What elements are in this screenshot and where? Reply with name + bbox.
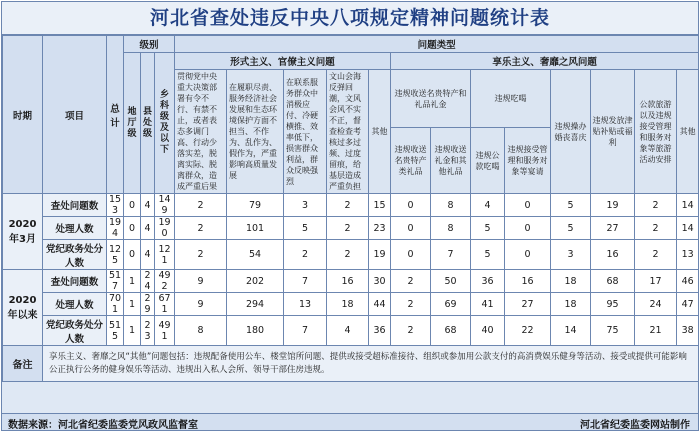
header-gift-1: 违规收送名贵特产类礼品 bbox=[391, 128, 431, 194]
table-cell: 27 bbox=[505, 293, 551, 316]
header-formalism-3: 在联系服务群众中消极应付、冷硬横推、效率低下，损害群众利益，群众反映强烈 bbox=[284, 70, 327, 194]
table-cell: 2 bbox=[635, 194, 677, 217]
table-cell: 16 bbox=[591, 240, 635, 270]
table-cell: 3 bbox=[284, 194, 327, 217]
table-cell: 101 bbox=[227, 217, 284, 240]
table-cell: 4 bbox=[141, 194, 155, 217]
table-cell: 671 bbox=[155, 293, 175, 316]
table-cell: 75 bbox=[591, 316, 635, 346]
table-cell: 68 bbox=[591, 270, 635, 293]
table-cell: 95 bbox=[591, 293, 635, 316]
table-cell: 0 bbox=[391, 240, 431, 270]
table-cell: 0 bbox=[124, 194, 141, 217]
table-cell: 2 bbox=[391, 293, 431, 316]
table-title: 河北省查处违反中央八项规定精神问题统计表 bbox=[2, 2, 698, 35]
table-cell: 16 bbox=[505, 270, 551, 293]
table-cell: 491 bbox=[155, 316, 175, 346]
table-cell: 46 bbox=[677, 270, 699, 293]
header-eat-2: 违规接受管理和服务对象等宴请 bbox=[505, 128, 551, 194]
table-cell: 19 bbox=[591, 194, 635, 217]
row-item-label: 处理人数 bbox=[43, 217, 107, 240]
header-formalism-1: 贯彻党中央重大决策部署有令不行、有禁不止，或者表态多调门高、行动少落实差，脱离实际、脱离群众，造成严重后果 bbox=[175, 70, 227, 194]
table-row bbox=[3, 217, 699, 240]
table-cell: 517 bbox=[107, 270, 124, 293]
table-cell: 5 bbox=[551, 217, 591, 240]
table-cell: 2 bbox=[635, 217, 677, 240]
header-group-formalism: 形式主义、官僚主义问题 bbox=[175, 53, 391, 70]
header-hedonism-other: 其他 bbox=[677, 70, 699, 194]
notes-text: 享乐主义、奢靡之风“其他”问题包括：违规配备使用公车、楼堂馆所问题、提供或接受超标准接待、组织或参加用公款支付的高消费娱乐健身等活动、接受或提供可能影响公正执行公务的健身娱乐等活动、违规出入私人会所、领导干部住房违规。 bbox=[43, 346, 699, 382]
table-cell: 30 bbox=[369, 270, 391, 293]
table-cell: 515 bbox=[107, 316, 124, 346]
table-cell: 2 bbox=[391, 316, 431, 346]
table-cell: 2 bbox=[391, 270, 431, 293]
table-cell: 14 bbox=[677, 194, 699, 217]
table-row bbox=[3, 316, 699, 346]
table-cell: 2 bbox=[175, 217, 227, 240]
table-row bbox=[3, 270, 699, 293]
table-cell: 18 bbox=[551, 293, 591, 316]
table-cell: 5 bbox=[284, 217, 327, 240]
table-cell: 22 bbox=[505, 316, 551, 346]
table-cell: 5 bbox=[551, 194, 591, 217]
table-cell: 18 bbox=[551, 270, 591, 293]
data-source: 数据来源：河北省纪委监委党风政风监督室 bbox=[8, 420, 198, 431]
table-cell: 40 bbox=[471, 316, 505, 346]
producer: 河北省纪委监委网站制作 bbox=[580, 420, 690, 431]
header-level: 级别 bbox=[124, 36, 175, 53]
header-gift-2: 违规收送礼金和其他礼品 bbox=[431, 128, 471, 194]
header-eat-1: 违规公款吃喝 bbox=[471, 128, 505, 194]
table-cell: 2 bbox=[327, 240, 369, 270]
table-cell: 0 bbox=[124, 217, 141, 240]
header-item: 项目 bbox=[43, 36, 107, 194]
table-cell: 7 bbox=[284, 270, 327, 293]
table-cell: 1 bbox=[124, 293, 141, 316]
period-label: 2020年3月 bbox=[3, 194, 43, 270]
header-hedonism-subsidies: 违规发放津贴补贴或福利 bbox=[591, 70, 635, 194]
footer bbox=[2, 413, 698, 430]
header-level-county: 县处级 bbox=[141, 53, 155, 194]
table-cell: 0 bbox=[391, 217, 431, 240]
table-cell: 14 bbox=[677, 217, 699, 240]
table-cell: 2 bbox=[327, 217, 369, 240]
table-cell: 121 bbox=[155, 240, 175, 270]
table-cell: 13 bbox=[284, 293, 327, 316]
table-cell: 36 bbox=[369, 316, 391, 346]
table-cell: 7 bbox=[284, 316, 327, 346]
table-row bbox=[3, 240, 699, 270]
row-item-label: 处理人数 bbox=[43, 293, 107, 316]
table-body bbox=[3, 194, 699, 346]
table-cell: 4 bbox=[327, 316, 369, 346]
header-formalism-2: 在履职尽责、服务经济社会发展和生态环境保护方面不担当、不作为、乱作为、假作为，严重影响高质量发展 bbox=[227, 70, 284, 194]
table-cell: 149 bbox=[155, 194, 175, 217]
table-row bbox=[3, 293, 699, 316]
table-cell: 2 bbox=[175, 240, 227, 270]
row-item-label: 党纪政务处分人数 bbox=[43, 240, 107, 270]
table-cell: 701 bbox=[107, 293, 124, 316]
table-cell: 47 bbox=[677, 293, 699, 316]
header-group-hedonism: 享乐主义、奢靡之风问题 bbox=[391, 53, 699, 70]
row-item-label: 查处问题数 bbox=[43, 194, 107, 217]
table-cell: 27 bbox=[591, 217, 635, 240]
table-cell: 0 bbox=[505, 194, 551, 217]
stats-table bbox=[2, 35, 699, 382]
table-cell: 23 bbox=[369, 217, 391, 240]
table-cell: 14 bbox=[551, 316, 591, 346]
header-period: 时期 bbox=[3, 36, 43, 194]
table-cell: 69 bbox=[431, 293, 471, 316]
table-cell: 190 bbox=[155, 217, 175, 240]
notes-label: 备注 bbox=[3, 346, 43, 382]
table-cell: 13 bbox=[677, 240, 699, 270]
table-cell: 2 bbox=[175, 194, 227, 217]
header-total: 总计 bbox=[107, 36, 124, 194]
table-cell: 44 bbox=[369, 293, 391, 316]
table-cell: 4 bbox=[471, 194, 505, 217]
header-hedonism-travel: 公款旅游以及违规接受管理和服务对象等旅游活动安排 bbox=[635, 70, 677, 194]
header-eat-group: 违规吃喝 bbox=[471, 70, 551, 128]
header-formalism-other: 其他 bbox=[369, 70, 391, 194]
table-cell: 15 bbox=[369, 194, 391, 217]
table-cell: 24 bbox=[635, 293, 677, 316]
table-cell: 19 bbox=[369, 240, 391, 270]
table-cell: 54 bbox=[227, 240, 284, 270]
table-cell: 202 bbox=[227, 270, 284, 293]
table-cell: 8 bbox=[175, 316, 227, 346]
table-cell: 5 bbox=[471, 240, 505, 270]
table-cell: 23 bbox=[141, 316, 155, 346]
row-item-label: 党纪政务处分人数 bbox=[43, 316, 107, 346]
table-cell: 16 bbox=[327, 270, 369, 293]
header-gift-group: 违规收送名贵特产和礼品礼金 bbox=[391, 70, 471, 128]
table-cell: 79 bbox=[227, 194, 284, 217]
table-cell: 9 bbox=[175, 293, 227, 316]
table-cell: 36 bbox=[471, 270, 505, 293]
table-cell: 492 bbox=[155, 270, 175, 293]
header-hedonism-weddings: 违规操办婚丧喜庆 bbox=[551, 70, 591, 194]
table-cell: 0 bbox=[124, 240, 141, 270]
header-level-prefecture: 地厅级 bbox=[124, 53, 141, 194]
table-cell: 0 bbox=[505, 240, 551, 270]
table-cell: 4 bbox=[141, 217, 155, 240]
table-cell: 0 bbox=[391, 194, 431, 217]
table-row bbox=[3, 194, 699, 217]
table-cell: 50 bbox=[431, 270, 471, 293]
table-cell: 2 bbox=[284, 240, 327, 270]
table-cell: 8 bbox=[431, 217, 471, 240]
table-cell: 3 bbox=[551, 240, 591, 270]
header-issue-type: 问题类型 bbox=[175, 36, 699, 53]
table-cell: 1 bbox=[124, 270, 141, 293]
table-cell: 125 bbox=[107, 240, 124, 270]
table-cell: 2 bbox=[327, 194, 369, 217]
table-cell: 8 bbox=[431, 194, 471, 217]
table-cell: 0 bbox=[505, 217, 551, 240]
table-cell: 24 bbox=[141, 270, 155, 293]
header-level-township: 乡科级及以下 bbox=[155, 53, 175, 194]
table-cell: 38 bbox=[677, 316, 699, 346]
table-cell: 29 bbox=[141, 293, 155, 316]
table-cell: 5 bbox=[471, 217, 505, 240]
table-cell: 18 bbox=[327, 293, 369, 316]
table-cell: 9 bbox=[175, 270, 227, 293]
table-cell: 2 bbox=[635, 240, 677, 270]
table-cell: 1 bbox=[124, 316, 141, 346]
period-label: 2020年以来 bbox=[3, 270, 43, 346]
table-cell: 41 bbox=[471, 293, 505, 316]
stats-table-page bbox=[1, 1, 699, 431]
table-cell: 153 bbox=[107, 194, 124, 217]
header-formalism-4: 文山会海反弹回潮，文风会风不实不正，督查检查考核过多过频、过度留痕，给基层造成严重负担 bbox=[327, 70, 369, 194]
table-cell: 21 bbox=[635, 316, 677, 346]
table-cell: 17 bbox=[635, 270, 677, 293]
row-item-label: 查处问题数 bbox=[43, 270, 107, 293]
table-cell: 194 bbox=[107, 217, 124, 240]
table-cell: 4 bbox=[141, 240, 155, 270]
table-cell: 180 bbox=[227, 316, 284, 346]
table-cell: 294 bbox=[227, 293, 284, 316]
table-cell: 7 bbox=[431, 240, 471, 270]
table-cell: 68 bbox=[431, 316, 471, 346]
